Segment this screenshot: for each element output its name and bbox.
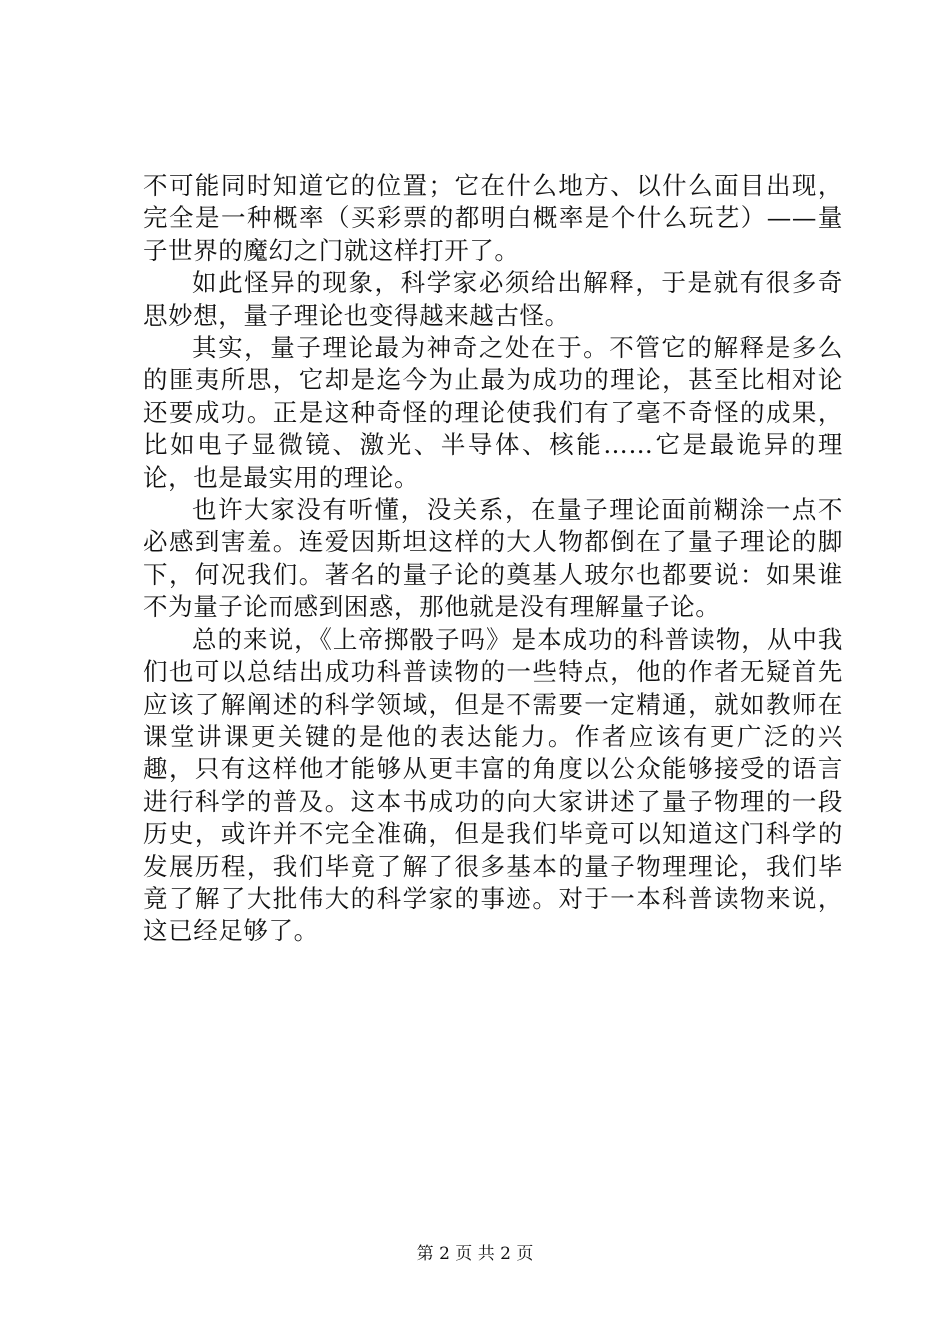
- paragraph-2: 如此怪异的现象，科学家必须给出解释，于是就有很多奇思妙想，量子理论也变得越来越古怪。: [143, 268, 843, 330]
- paragraph-5: 总的来说，《上帝掷骰子吗》是本成功的科普读物，从中我们也可以总结出成功科普读物的一些特点，他的作者无疑首先应该了解阐述的科学领域，但是不需要一定精通，就如教师在课堂讲课更关键的是他的表达能力。作者应该有更广泛的兴趣，只有这样他才能够从更丰富的角度以公众能够接受的语言进行科学的普及。这本书成功的向大家讲述了量子物理的一段历史，或许并不完全准确，但是我们毕竟可以知道这门科学的发展历程，我们毕竟了解了很多基本的量子物理理论，我们毕竟了解了大批伟大的科学家的事迹。对于一本科普读物来说，这已经足够了。: [143, 624, 843, 946]
- paragraph-3: 其实，量子理论最为神奇之处在于。不管它的解释是多么的匪夷所思，它却是迄今为止最为成功的理论，甚至比相对论还要成功。正是这种奇怪的理论使我们有了毫不奇怪的成果，比如电子显微镜、激光、半导体、核能……它是最诡异的理论，也是最实用的理论。: [143, 333, 843, 492]
- document-body: [143, 170, 843, 948]
- paragraph-4: 也许大家没有听懂，没关系，在量子理论面前糊涂一点不必感到害羞。连爱因斯坦这样的大人物都倒在了量子理论的脚下，何况我们。著名的量子论的奠基人玻尔也都要说：如果谁不为量子论而感到困惑，那他就是没有理解量子论。: [143, 495, 843, 622]
- paragraph-1: 不可能同时知道它的位置；它在什么地方、以什么面目出现，完全是一种概率（买彩票的都明白概率是个什么玩艺）——量子世界的魔幻之门就这样打开了。: [143, 171, 843, 265]
- page-footer: 第 2 页 共 2 页: [416, 1244, 534, 1264]
